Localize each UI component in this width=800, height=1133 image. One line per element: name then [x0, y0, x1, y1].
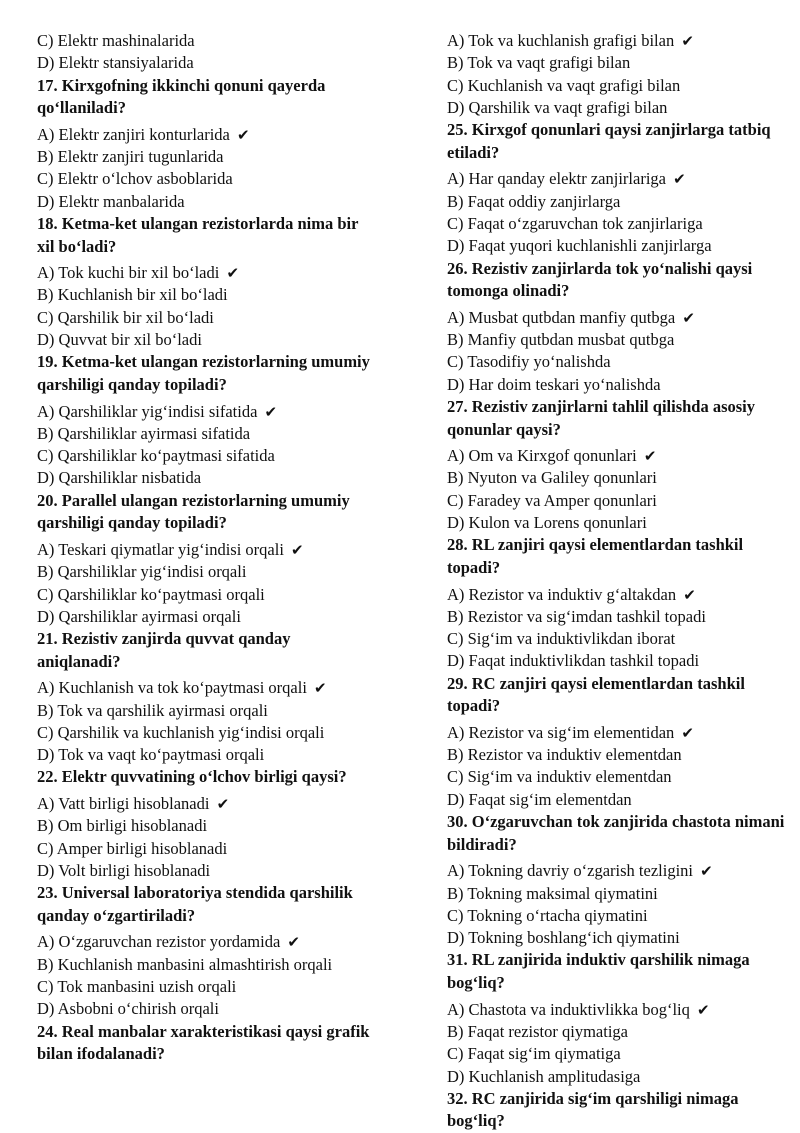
question-text	[37, 628, 377, 673]
question-text	[447, 949, 787, 994]
answer-option-label: B) Rezistor va sig‘imdan tashkil topadi	[447, 606, 706, 626]
answer-option	[447, 52, 787, 74]
question-text	[447, 811, 787, 856]
answer-option	[447, 766, 787, 788]
check-mark-icon: ✔	[216, 795, 230, 814]
question-label: 21. Rezistiv zanjirda quvvat qanday aniqlanadi?	[37, 629, 291, 671]
answer-option	[37, 584, 377, 606]
answer-option-label: A) Chastota va induktivlikka bog‘liq	[447, 999, 690, 1019]
answer-option-label: D) Tokning boshlang‘ich qiymatini	[447, 928, 680, 948]
question-label: 28. RL zanjiri qaysi elementlardan tashkil topadi?	[447, 535, 744, 577]
answer-option	[447, 789, 787, 811]
answer-option	[37, 700, 377, 722]
answer-option-label: C) Qarshiliklar ko‘paytmasi orqali	[37, 584, 265, 604]
answer-option-correct	[37, 262, 377, 284]
answer-option-label: D) Tok va vaqt ko‘paytmasi orqali	[37, 745, 265, 765]
question-label: 22. Elektr quvvatining o‘lchov birligi qaysi?	[37, 767, 347, 787]
answer-option	[37, 146, 377, 168]
question-text	[37, 351, 377, 396]
answer-option-label: B) Tokning maksimal qiymatini	[447, 883, 658, 903]
answer-option	[37, 744, 377, 766]
answer-option	[447, 628, 787, 650]
answer-option-label: D) Qarshiliklar ayirmasi orqali	[37, 606, 241, 626]
answer-option-label: A) Qarshiliklar yig‘indisi sifatida	[37, 401, 258, 421]
answer-option-label: C) Kuchlanish va vaqt grafigi bilan	[447, 75, 681, 95]
answer-option-label: A) Kuchlanish va tok ko‘paytmasi orqali	[37, 678, 307, 698]
answer-option	[447, 191, 787, 213]
answer-option	[447, 75, 787, 97]
answer-option	[37, 329, 377, 351]
answer-option-label: A) Rezistor va sig‘im elementidan	[447, 722, 675, 742]
answer-option-label: C) Elektr mashinalarida	[37, 31, 195, 50]
answer-option-label: B) Om birligi hisoblanadi	[37, 816, 208, 836]
answer-option-label: B) Qarshiliklar yig‘indisi orqali	[37, 562, 247, 582]
answer-option-label: A) Tok kuchi bir xil bo‘ladi	[37, 263, 220, 283]
answer-option	[447, 927, 787, 949]
answer-option-label: D) Elektr manbalarida	[37, 191, 185, 211]
answer-option-correct	[447, 307, 787, 329]
question-text	[447, 119, 787, 164]
answer-option	[447, 905, 787, 927]
answer-option-correct	[447, 860, 787, 882]
answer-option	[37, 722, 377, 744]
answer-option-correct	[447, 168, 787, 190]
answer-option-label: A) Vatt birligi hisoblanadi	[37, 794, 210, 814]
answer-option-label: B) Faqat rezistor qiymatiga	[447, 1021, 628, 1041]
answer-option-label: D) Elektr stansiyalarida	[37, 53, 194, 73]
answer-option-label: D) Qarshilik va vaqt grafigi bilan	[447, 97, 668, 117]
check-mark-icon: ✔	[291, 540, 304, 559]
answer-option-label: A) Teskari qiymatlar yig‘indisi orqali	[37, 539, 284, 559]
answer-option	[447, 744, 787, 766]
question-text	[37, 213, 377, 258]
answer-option-label: B) Rezistor va induktiv elementdan	[447, 745, 682, 765]
answer-option	[37, 307, 377, 329]
answer-option-label: C) Tokning o‘rtacha qiymatini	[447, 905, 648, 925]
answer-option	[37, 606, 377, 628]
answer-option-label: C) Elektr o‘lchov asboblarida	[37, 169, 233, 189]
question-label: 29. RC zanjiri qaysi elementlardan tashkil topadi?	[447, 673, 745, 716]
question-label: 27. Rezistiv zanjirlarni tahlil qilishda asosiy qonunlar qaysi?	[447, 396, 756, 439]
question-label: 23. Universal laboratoriya stendida qarshilik qanday o‘zgartiriladi?	[37, 883, 353, 925]
question-label: 18. Ketma-ket ulangan rezistorlarda nima bir xil bo‘ladi?	[37, 213, 359, 256]
answer-option-label: D) Qarshiliklar nisbatida	[37, 468, 202, 488]
check-mark-icon: ✔	[314, 679, 327, 698]
question-label: 24. Real manbalar xarakteristikasi qaysi grafik bilan ifodalanadi?	[37, 1021, 370, 1064]
answer-option	[447, 374, 787, 396]
answer-option	[37, 52, 377, 74]
answer-option-label: A) Elektr zanjiri konturlarida	[37, 124, 230, 144]
answer-option	[37, 976, 377, 998]
answer-option-label: C) Sig‘im va induktivlikdan iborat	[447, 629, 676, 649]
answer-option-label: B) Manfiy qutbdan musbat qutbga	[447, 330, 675, 350]
answer-option	[37, 30, 377, 52]
check-mark-icon: ✔	[287, 933, 300, 952]
question-text	[447, 396, 787, 441]
check-mark-icon: ✔	[681, 32, 694, 50]
answer-option	[447, 329, 787, 351]
answer-option-label: B) Tok va vaqt grafigi bilan	[447, 53, 631, 73]
answer-option-label: C) Faqat sig‘im qiymatiga	[447, 1044, 621, 1064]
answer-option-label: C) Faqat o‘zgaruvchan tok zanjirlariga	[447, 213, 703, 233]
question-label: 25. Kirxgof qonunlari qaysi zanjirlarga tatbiq etiladi?	[447, 120, 771, 162]
answer-option	[37, 191, 377, 213]
answer-option-correct	[37, 124, 377, 146]
check-mark-icon: ✔	[673, 170, 686, 189]
answer-option-label: A) Tok va kuchlanish grafigi bilan	[447, 31, 675, 50]
answer-option-label: C) Amper birligi hisoblanadi	[37, 838, 228, 858]
question-label: 20. Parallel ulangan rezistorlarning umumiy qarshiligi qanday topiladi?	[37, 490, 350, 533]
answer-option	[37, 284, 377, 306]
answer-option-label: D) Asbobni o‘chirish orqali	[37, 999, 219, 1019]
answer-option-label: D) Kulon va Lorens qonunlari	[447, 513, 647, 533]
answer-option-label: B) Qarshiliklar ayirmasi sifatida	[37, 423, 251, 443]
answer-option-correct	[37, 931, 377, 953]
answer-option-label: D) Faqat yuqori kuchlanishli zanjirlarga	[447, 236, 712, 256]
answer-option-correct	[447, 445, 787, 467]
answer-option	[447, 467, 787, 489]
answer-option-label: B) Faqat oddiy zanjirlarga	[447, 191, 621, 211]
answer-option-label: A) Musbat qutbdan manfiy qutbga	[447, 307, 676, 327]
answer-option-correct	[447, 722, 787, 744]
check-mark-icon: ✔	[683, 585, 696, 604]
check-mark-icon: ✔	[682, 308, 695, 327]
answer-option-label: C) Sig‘im va induktiv elementdan	[447, 767, 672, 787]
question-label: 19. Ketma-ket ulangan rezistorlarning umumiy qarshiligi qanday topiladi?	[37, 352, 370, 394]
answer-option	[37, 561, 377, 583]
answer-option-label: D) Kuchlanish amplitudasiga	[447, 1066, 641, 1086]
answer-option	[37, 815, 377, 837]
answer-option	[447, 606, 787, 628]
check-mark-icon: ✔	[643, 447, 657, 466]
answer-option-label: B) Elektr zanjiri tugunlarida	[37, 147, 224, 167]
answer-option-label: A) O‘zgaruvchan rezistor yordamida	[37, 932, 281, 952]
question-text	[447, 258, 787, 303]
question-text	[37, 766, 377, 789]
answer-option-label: D) Volt birligi hisoblanadi	[37, 860, 211, 880]
answer-option-label: C) Qarshiliklar ko‘paytmasi sifatida	[37, 446, 275, 466]
answer-option-label: D) Faqat induktivlikdan tashkil topadi	[447, 651, 700, 671]
answer-option	[37, 168, 377, 190]
answer-option	[37, 423, 377, 445]
right-column	[447, 30, 787, 1133]
answer-option	[447, 650, 787, 672]
question-text	[37, 490, 377, 535]
question-text	[37, 1021, 377, 1066]
answer-option-correct	[37, 793, 377, 815]
answer-option-correct	[37, 401, 377, 423]
answer-option	[37, 998, 377, 1020]
answer-option-label: D) Quvvat bir xil bo‘ladi	[37, 330, 202, 350]
question-text	[447, 673, 787, 718]
answer-option	[447, 512, 787, 534]
check-mark-icon: ✔	[264, 402, 278, 421]
answer-option	[447, 351, 787, 373]
left-column	[37, 30, 377, 1066]
answer-option	[447, 1021, 787, 1043]
question-label: 26. Rezistiv zanjirlarda tok yo‘nalishi qaysi tomonga olinadi?	[447, 258, 753, 301]
answer-option	[37, 467, 377, 489]
answer-option-label: D) Faqat sig‘im elementdan	[447, 789, 632, 809]
answer-option-correct	[37, 539, 377, 561]
answer-option-correct	[447, 584, 787, 606]
answer-option	[37, 445, 377, 467]
answer-option	[447, 490, 787, 512]
answer-option-label: C) Tasodifiy yo‘nalishda	[447, 352, 611, 372]
answer-option-label: A) Rezistor va induktiv g‘altakdan	[447, 584, 677, 604]
answer-option	[447, 1043, 787, 1065]
question-label: 17. Kirxgofning ikkinchi qonuni qayerda qo‘llaniladi?	[37, 75, 326, 118]
answer-option-label: B) Nyuton va Galiley qonunlari	[447, 468, 657, 488]
answer-option-label: B) Kuchlanish manbasini almashtirish orqali	[37, 954, 333, 974]
answer-option-correct	[447, 999, 787, 1021]
answer-option	[447, 235, 787, 257]
answer-option	[447, 97, 787, 119]
answer-option-correct	[447, 30, 787, 52]
question-label: 31. RL zanjirida induktiv qarshilik nimaga bog‘liq?	[447, 950, 750, 993]
answer-option-label: B) Kuchlanish bir xil bo‘ladi	[37, 285, 228, 305]
answer-option-label: A) Har qanday elektr zanjirlariga	[447, 169, 666, 189]
check-mark-icon: ✔	[681, 723, 694, 742]
check-mark-icon: ✔	[237, 125, 250, 144]
question-text	[37, 75, 377, 120]
answer-option-label: B) Tok va qarshilik ayirmasi orqali	[37, 700, 268, 720]
answer-option-label: C) Qarshilik bir xil bo‘ladi	[37, 307, 214, 327]
answer-option	[447, 213, 787, 235]
check-mark-icon: ✔	[697, 1000, 710, 1019]
answer-option	[447, 883, 787, 905]
answer-option-label: C) Tok manbasini uzish orqali	[37, 977, 237, 997]
question-label: 30. O‘zgaruvchan tok zanjirida chastota nimani bildiradi?	[447, 812, 785, 854]
answer-option-correct	[37, 677, 377, 699]
check-mark-icon: ✔	[700, 862, 713, 881]
answer-option-label: D) Har doim teskari yo‘nalishda	[447, 374, 661, 394]
answer-option	[37, 954, 377, 976]
question-label: 32. RC zanjirida sig‘im qarshiligi nimaga bog‘liq?	[447, 1088, 739, 1131]
answer-option	[37, 838, 377, 860]
question-text	[37, 882, 377, 927]
answer-option-label: C) Faradey va Amper qonunlari	[447, 490, 657, 510]
answer-option-label: A) Tokning davriy o‘zgarish tezligini	[447, 861, 693, 881]
question-text	[447, 1088, 787, 1133]
answer-option	[37, 860, 377, 882]
question-text	[447, 534, 787, 579]
answer-option	[447, 1066, 787, 1088]
check-mark-icon: ✔	[226, 264, 240, 283]
answer-option-label: C) Qarshilik va kuchlanish yig‘indisi orqali	[37, 722, 325, 742]
answer-option-label: A) Om va Kirxgof qonunlari	[447, 446, 637, 466]
